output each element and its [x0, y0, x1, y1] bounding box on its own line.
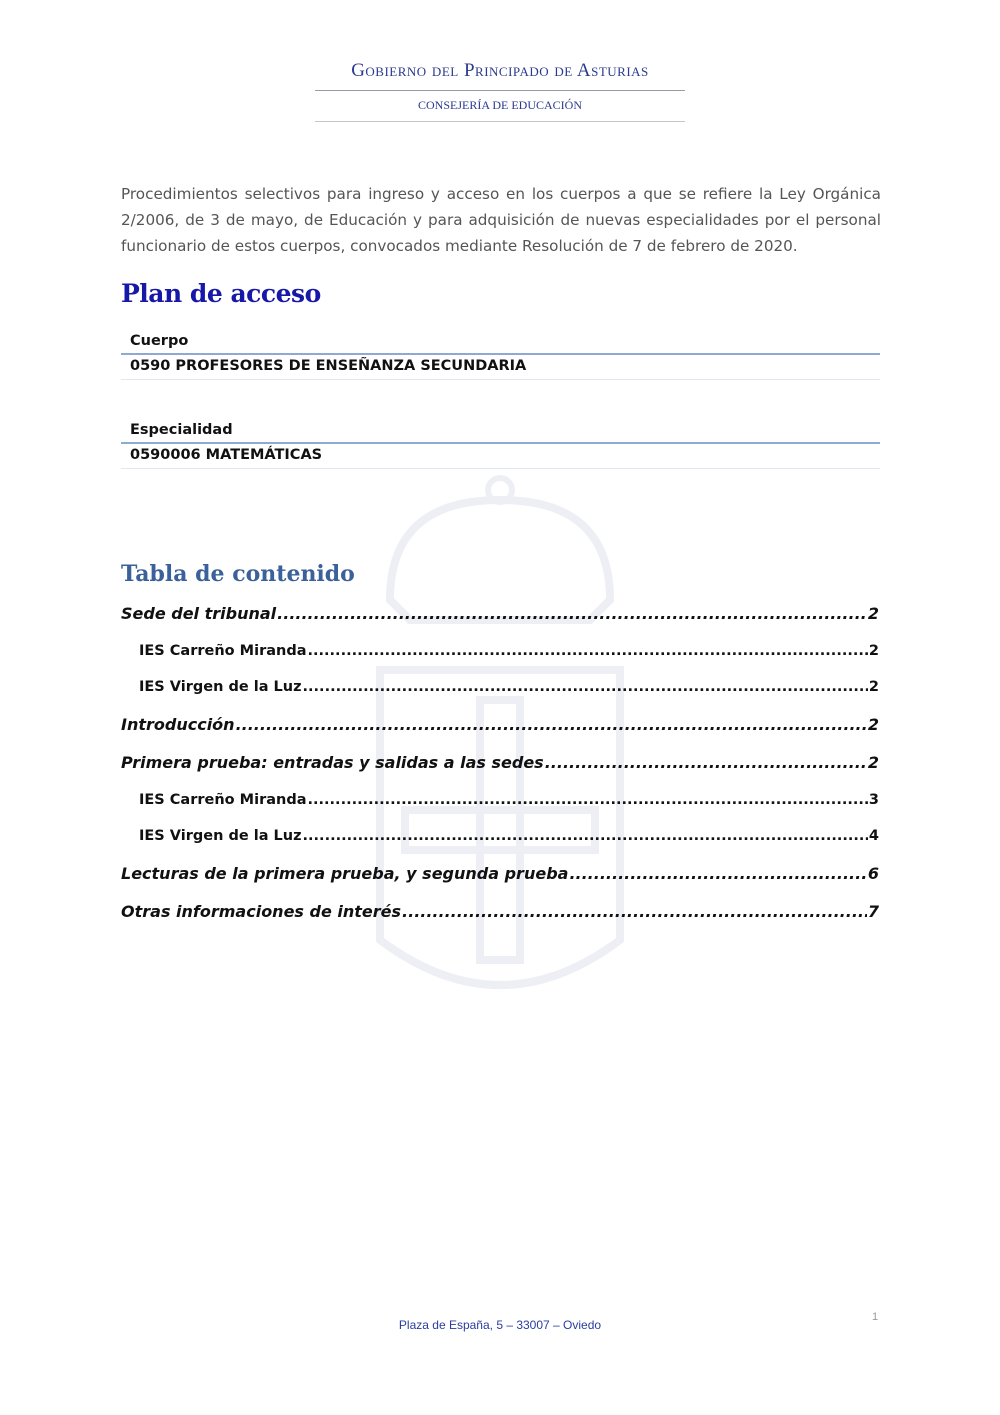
- dot-leader: [236, 715, 867, 734]
- toc-page: 2: [867, 715, 879, 734]
- page-title: Plan de acceso: [121, 279, 321, 308]
- toc-label: Introducción: [121, 715, 235, 734]
- toc-item[interactable]: [139, 679, 879, 695]
- toc-page: 3: [868, 792, 879, 808]
- especialidad-label: Especialidad: [130, 422, 233, 438]
- header-title: Gobierno del Principado de Asturias: [351, 60, 649, 81]
- toc-label: Primera prueba: entradas y salidas a las sedes: [121, 753, 544, 772]
- header-divider: [315, 90, 685, 91]
- toc-page: 2: [868, 679, 879, 695]
- toc-item[interactable]: [121, 902, 879, 921]
- toc-label: IES Virgen de la Luz: [139, 679, 302, 695]
- toc-label: IES Carreño Miranda: [139, 792, 307, 808]
- especialidad-value: 0590006 MATEMÁTICAS: [130, 447, 323, 463]
- toc-item[interactable]: [121, 715, 879, 734]
- dot-leader: [303, 679, 868, 695]
- intro-paragraph: Procedimientos selectivos para ingreso y acceso en los cuerpos a que se refiere la Ley Orgánica 2/2006, de 3 de mayo, de Educación y para adquisición de nuevas especialidades por el personal funcionario de estos cuerpos, convocados mediante Resolución de 7 de febrero de 2020.: [121, 185, 881, 255]
- toc-title: Tabla de contenido: [121, 561, 355, 587]
- toc-label: Lecturas de la primera prueba, y segunda prueba: [121, 864, 569, 883]
- toc-label: IES Virgen de la Luz: [139, 828, 302, 844]
- toc-label: Sede del tribunal: [121, 604, 277, 623]
- header-subtitle: CONSEJERÍA DE EDUCACIÓN: [417, 98, 582, 112]
- divider: [121, 353, 880, 355]
- dot-leader: [569, 864, 866, 883]
- cuerpo-value: 0590 PROFESORES DE ENSEÑANZA SECUNDARIA: [130, 358, 527, 374]
- cuerpo-label: Cuerpo: [130, 333, 189, 349]
- toc-item[interactable]: [121, 604, 879, 623]
- toc-page: 2: [868, 643, 879, 659]
- toc-page: 7: [867, 902, 879, 921]
- toc-label: IES Carreño Miranda: [139, 643, 307, 659]
- toc-page: 6: [867, 864, 879, 883]
- dot-leader: [303, 828, 868, 844]
- dot-leader: [277, 604, 867, 623]
- toc-page: 2: [867, 753, 879, 772]
- divider: [121, 379, 880, 380]
- page-number: 1: [872, 1311, 879, 1323]
- toc-item[interactable]: [121, 864, 879, 883]
- toc-item[interactable]: [121, 753, 879, 772]
- divider: [121, 468, 880, 469]
- dot-leader: [308, 643, 868, 659]
- footer-address: Plaza de España, 5 – 33007 – Oviedo: [398, 1318, 602, 1332]
- toc-label: Otras informaciones de interés: [121, 902, 402, 921]
- toc-page: 2: [867, 604, 879, 623]
- dot-leader: [308, 792, 868, 808]
- header-divider: [315, 121, 685, 122]
- dot-leader: [545, 753, 867, 772]
- coat-of-arms-watermark: [360, 470, 640, 1010]
- dot-leader: [402, 902, 867, 921]
- toc-item[interactable]: [139, 643, 879, 659]
- toc-page: 4: [868, 828, 879, 844]
- toc-item[interactable]: [139, 828, 879, 844]
- toc-item[interactable]: [139, 792, 879, 808]
- divider: [121, 442, 880, 444]
